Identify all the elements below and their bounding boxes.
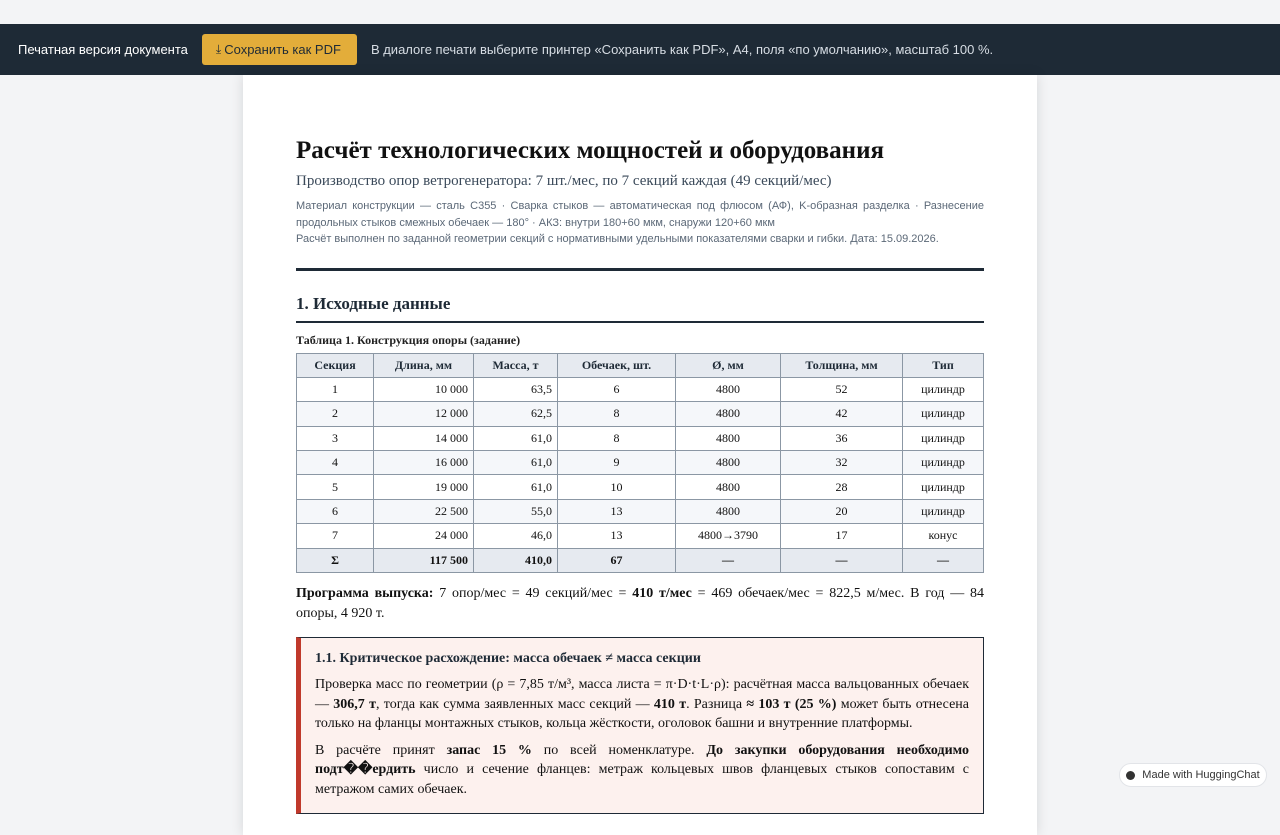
col-header-length: Длина, мм	[374, 353, 474, 377]
badge-label: Made with HuggingChat	[1142, 769, 1260, 781]
cell-section: 7	[297, 524, 374, 548]
cell-mass: 62,5	[474, 402, 558, 426]
cell-section: 1	[297, 377, 374, 401]
made-with-badge[interactable]	[1119, 763, 1267, 787]
alert-bold: запас 15 %	[446, 742, 532, 758]
section-heading: 1. Исходные данные	[296, 293, 984, 323]
alert-text: по всей номенклатуре.	[531, 742, 707, 758]
cell-diameter: 4800→3790	[676, 524, 781, 548]
cell-mass: 55,0	[474, 499, 558, 523]
alert-text: может быть отнесена только на фланцы монтажных стыков, кольца жёсткости, оголовок башни и внутренние платформы.	[315, 696, 969, 732]
col-header-section: Секция	[297, 353, 374, 377]
alert-text: . Разница	[686, 696, 747, 712]
cell-thickness: 17	[781, 524, 903, 548]
huggingchat-icon	[1126, 771, 1135, 780]
alert-text: число и сечение фланцев: метраж кольцевых швов фланцевых стыков сопоставим с метражом самих обечаек.	[315, 762, 969, 797]
alert-paragraph-1	[315, 675, 969, 734]
cell-shells: 13	[558, 499, 676, 523]
save-pdf-label: Сохранить как PDF	[224, 42, 341, 57]
cell-length: 19 000	[374, 475, 474, 499]
alert-text: В расчёте принят	[315, 742, 447, 758]
print-hint: В диалоге печати выберите принтер «Сохранить как PDF», А4, поля «по умолчанию», масштаб 100 %.	[370, 42, 994, 57]
cell-type: конус	[903, 524, 984, 548]
production-program	[296, 584, 984, 624]
cell-shells: 13	[558, 524, 676, 548]
cell-diameter: 4800	[676, 426, 781, 450]
cell-type: цилиндр	[903, 377, 984, 401]
cell-shells: 9	[558, 451, 676, 475]
alert-bold: 410 т	[653, 696, 687, 712]
cell-diameter: 4800	[676, 499, 781, 523]
alert-bold: До закупки оборудования необходимо подт��ердить	[315, 742, 969, 778]
cell-section: 6	[297, 499, 374, 523]
table-row	[297, 475, 984, 499]
program-label: Программа выпуска:	[296, 586, 434, 602]
total-cell-type: —	[903, 548, 984, 572]
document-body	[296, 135, 984, 814]
table-row	[297, 377, 984, 401]
toolbar-title: Печатная версия документа	[18, 42, 188, 57]
cell-mass: 61,0	[474, 451, 558, 475]
table-caption: Таблица 1. Конструкция опоры (задание)	[296, 332, 521, 347]
document-meta	[296, 198, 984, 248]
document-subtitle: Производство опор ветрогенератора: 7 шт./мес, по 7 секций каждая (49 секций/мес)	[296, 173, 832, 189]
meta-materials: Материал конструкции — сталь С355 · Сварка стыков — автоматическая под флюсом (АФ), K-образная разделка · Разнесение продольных стыков смежных обечаек — 180° · АКЗ: внутри 180+60 мкм, снаружи 120+60 мкм	[296, 200, 984, 229]
document-page	[243, 75, 1037, 835]
cell-length: 12 000	[374, 402, 474, 426]
table-row	[297, 524, 984, 548]
alert-bold: ≈ 103 т (25 %)	[746, 696, 837, 712]
cell-mass: 61,0	[474, 426, 558, 450]
critical-discrepancy-alert	[296, 637, 984, 814]
cell-length: 22 500	[374, 499, 474, 523]
cell-type: цилиндр	[903, 475, 984, 499]
cell-length: 10 000	[374, 377, 474, 401]
cell-section: 4	[297, 451, 374, 475]
total-cell-section: Σ	[297, 548, 374, 572]
alert-paragraph-2	[315, 741, 969, 800]
cell-diameter: 4800	[676, 402, 781, 426]
cell-thickness: 42	[781, 402, 903, 426]
print-toolbar	[0, 24, 1280, 75]
cell-shells: 6	[558, 377, 676, 401]
cell-section: 2	[297, 402, 374, 426]
total-cell-diameter: —	[676, 548, 781, 572]
alert-text: , тогда как сумма заявленных масс секций —	[375, 696, 654, 712]
cell-thickness: 36	[781, 426, 903, 450]
total-cell-length: 117 500	[374, 548, 474, 572]
cell-thickness: 32	[781, 451, 903, 475]
cell-length: 16 000	[374, 451, 474, 475]
col-header-mass: Масса, т	[474, 353, 558, 377]
cell-length: 14 000	[374, 426, 474, 450]
cell-section: 3	[297, 426, 374, 450]
program-text-b: = 469 обечаек/мес = 822,5 м/мес. В год — 84 опоры, 4 920 т.	[296, 586, 985, 622]
cell-mass: 63,5	[474, 377, 558, 401]
cell-diameter: 4800	[676, 475, 781, 499]
col-header-diameter: Ø, мм	[676, 353, 781, 377]
program-mass: 410 т/мес	[632, 586, 692, 602]
cell-thickness: 52	[781, 377, 903, 401]
table-total-row	[297, 548, 984, 572]
cell-shells: 8	[558, 402, 676, 426]
total-cell-thickness: —	[781, 548, 903, 572]
table-row	[297, 402, 984, 426]
document-title: Расчёт технологических мощностей и оборудования	[296, 137, 885, 164]
cell-shells: 8	[558, 426, 676, 450]
cell-type: цилиндр	[903, 451, 984, 475]
alert-text: Проверка масс по геометрии (ρ = 7,85 т/м³, масса листа = π·D·t·L·ρ): расчётная масса вальцованных обечаек —	[315, 677, 969, 712]
cell-mass: 61,0	[474, 475, 558, 499]
cell-type: цилиндр	[903, 402, 984, 426]
cell-diameter: 4800	[676, 377, 781, 401]
alert-heading: 1.1. Критическое расхождение: масса обечаек ≠ масса секции	[315, 651, 701, 667]
save-pdf-button[interactable]	[202, 34, 357, 65]
table-header-row	[297, 353, 984, 377]
meta-calculation: Расчёт выполнен по заданной геометрии секций с нормативными удельными показателями сварки и гибки. Дата: 15.09.2026.	[296, 233, 939, 245]
col-header-thickness: Толщина, мм	[781, 353, 903, 377]
cell-thickness: 28	[781, 475, 903, 499]
cell-thickness: 20	[781, 499, 903, 523]
program-text-a: 7 опор/мес = 49 секций/мес =	[433, 586, 633, 602]
cell-type: цилиндр	[903, 499, 984, 523]
download-icon: ⤓	[215, 42, 222, 56]
cell-shells: 10	[558, 475, 676, 499]
total-cell-mass: 410,0	[474, 548, 558, 572]
alert-bold: 306,7 т	[333, 696, 376, 712]
cell-section: 5	[297, 475, 374, 499]
table-row	[297, 426, 984, 450]
col-header-shells: Обечаек, шт.	[558, 353, 676, 377]
total-cell-shells: 67	[558, 548, 676, 572]
cell-length: 24 000	[374, 524, 474, 548]
col-header-type: Тип	[903, 353, 984, 377]
table-row	[297, 499, 984, 523]
construction-table	[296, 353, 984, 574]
title-divider	[296, 268, 984, 271]
table-row	[297, 451, 984, 475]
cell-mass: 46,0	[474, 524, 558, 548]
cell-type: цилиндр	[903, 426, 984, 450]
cell-diameter: 4800	[676, 451, 781, 475]
